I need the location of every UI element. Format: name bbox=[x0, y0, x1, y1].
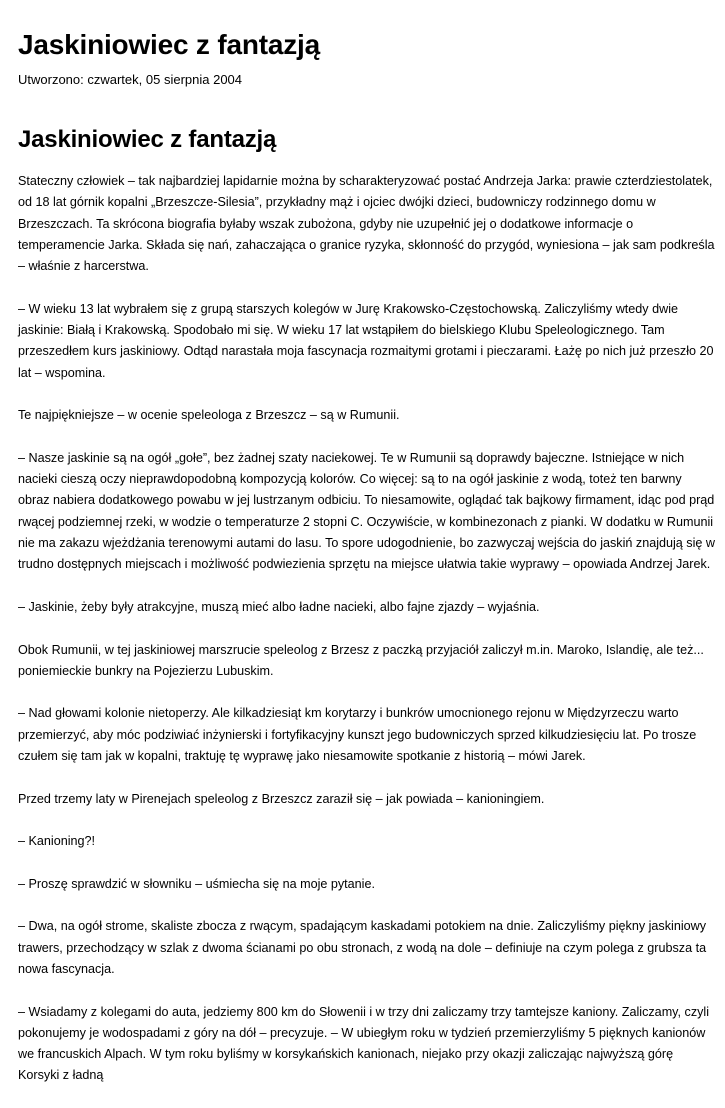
paragraph: – W wieku 13 lat wybrałem się z grupą starszych kolegów w Jurę Krakowsko-Częstochowską. Zaliczyliśmy wtedy dwie jaskinie: Białą i Krakowską. Spodobało mi się. W wieku 17 lat wstąpiłem do bielskiego Klubu Speleologicznego. Tam przeszedłem kurs jaskiniowy. Odtąd narastała moja fascynacja rozmaitymi grotami i pieczarami. Łażę po nich już przeszło 20 lat – wspomina. bbox=[18, 301, 714, 380]
article-body bbox=[18, 171, 716, 1108]
document-title: Jaskiniowiec z fantazją bbox=[18, 29, 320, 60]
paragraph: – Proszę sprawdzić w słowniku – uśmiecha się na moje pytanie. bbox=[18, 876, 375, 891]
article-title: Jaskiniowiec z fantazją bbox=[18, 126, 277, 153]
paragraph: – Nad głowami kolonie nietoperzy. Ale kilkadziesiąt km korytarzy i bunkrów umocnionego rejonu w Międzyrzeczu warto przemierzyć, aby móc podziwiać inżynierski i fortyfikacyjny kunszt jego budowniczych sprzed kilkudziesięciu lat. Po trosze czułem się tam jak w kopalni, traktuję tę wyprawę jako niesamowite spotkanie z historią – mówi Jarek. bbox=[18, 706, 697, 764]
paragraph: Obok Rumunii, w tej jaskiniowej marszrucie speleolog z Brzesz z paczką przyjaciół zaliczył m.in. Maroko, Islandię, ale też... poniemieckie bunkry na Pojezierzu Lubuskim. bbox=[18, 642, 704, 678]
paragraph: – Nasze jaskinie są na ogół „gołe”, bez żadnej szaty naciekowej. Te w Rumunii są doprawdy bajeczne. Istniejące w nich nacieki cieszą oczy nieprawdopodobną kompozycją kolorów. Co więcej: są to na ogół jaskinie z wodą, toteż ten barwny obraz nabiera dodatkowego powabu w jej lustrzanym odbiciu. To niesamowite, oglądać tak bajkowy firmament, idąc pod prąd rwącej podziemnej rzeki, w wodzie o temperaturze 2 stopni C. Oczywiście, w kombinezonach z pianki. W dodatku w Rumunii nie ma zakazu wjeżdżania terenowymi autami do lasu. To spore udogodnienie, bo zazwyczaj wejścia do jaskiń znajdują się w trudno dostępnych miejscach i możliwość podwiezienia sprzętu na miejsce ułatwia takie wyprawy – opowiada Andrzej Jarek. bbox=[18, 450, 715, 572]
paragraph: – Dwa, na ogół strome, skaliste zbocza z rwącym, spadającym kaskadami potokiem na dnie. Zaliczyliśmy piękny jaskiniowy trawers, przechodzący w szlak z dwoma ścianami po obu stronach, z wodą na dole – definiuje na czym polega z grubsza ta nowa fascynacja. bbox=[18, 919, 707, 976]
paragraph: Stateczny człowiek – tak najbardziej lapidarnie można by scharakteryzować postać Andrzeja Jarka: prawie czterdziestolatek, od 18 lat górnik kopalni „Brzeszcze-Silesia”, przykładny mąż i ojciec dwójki dzieci, budowniczy rodzinnego domu w Brzeszczach. Ta skrócona biografia byłaby wszak zubożona, gdyby nie uzupełnić jej o dodatkowe informacje o temperamencie Jarka. Składa się nań, zahaczająca o granice ryzyka, skłonność do przygód, wyniesiona – jak sam podkreśla – właśnie z harcerstwa. bbox=[18, 174, 715, 274]
paragraph: Przed trzemy laty w Pirenejach speleolog z Brzeszcz zaraził się – jak powiada – kanioningiem. bbox=[18, 791, 545, 806]
paragraph: – Jaskinie, żeby były atrakcyjne, muszą mieć albo ładne nacieki, albo fajne zjazdy – wyjaśnia. bbox=[18, 599, 540, 614]
paragraph: – Wsiadamy z kolegami do auta, jedziemy 800 km do Słowenii i w trzy dni zaliczamy trzy tamtejsze kaniony. Zaliczamy, czyli pokonujemy je wodospadami z góry na dół – precyzuje. – W ubiegłym roku w tydzień przemierzyliśmy 5 pięknych kanionów we francuskich Alpach. W tym roku byliśmy w korsykańskich kanionach, niejako przy okazji zaliczając najwyższą górę Korsyki z ładną bbox=[18, 1004, 710, 1083]
created-date: Utworzono: czwartek, 05 sierpnia 2004 bbox=[18, 72, 243, 87]
paragraph: Te najpiękniejsze – w ocenie speleologa z Brzeszcz – są w Rumunii. bbox=[18, 408, 400, 423]
paragraph: – Kanioning?! bbox=[18, 834, 96, 849]
